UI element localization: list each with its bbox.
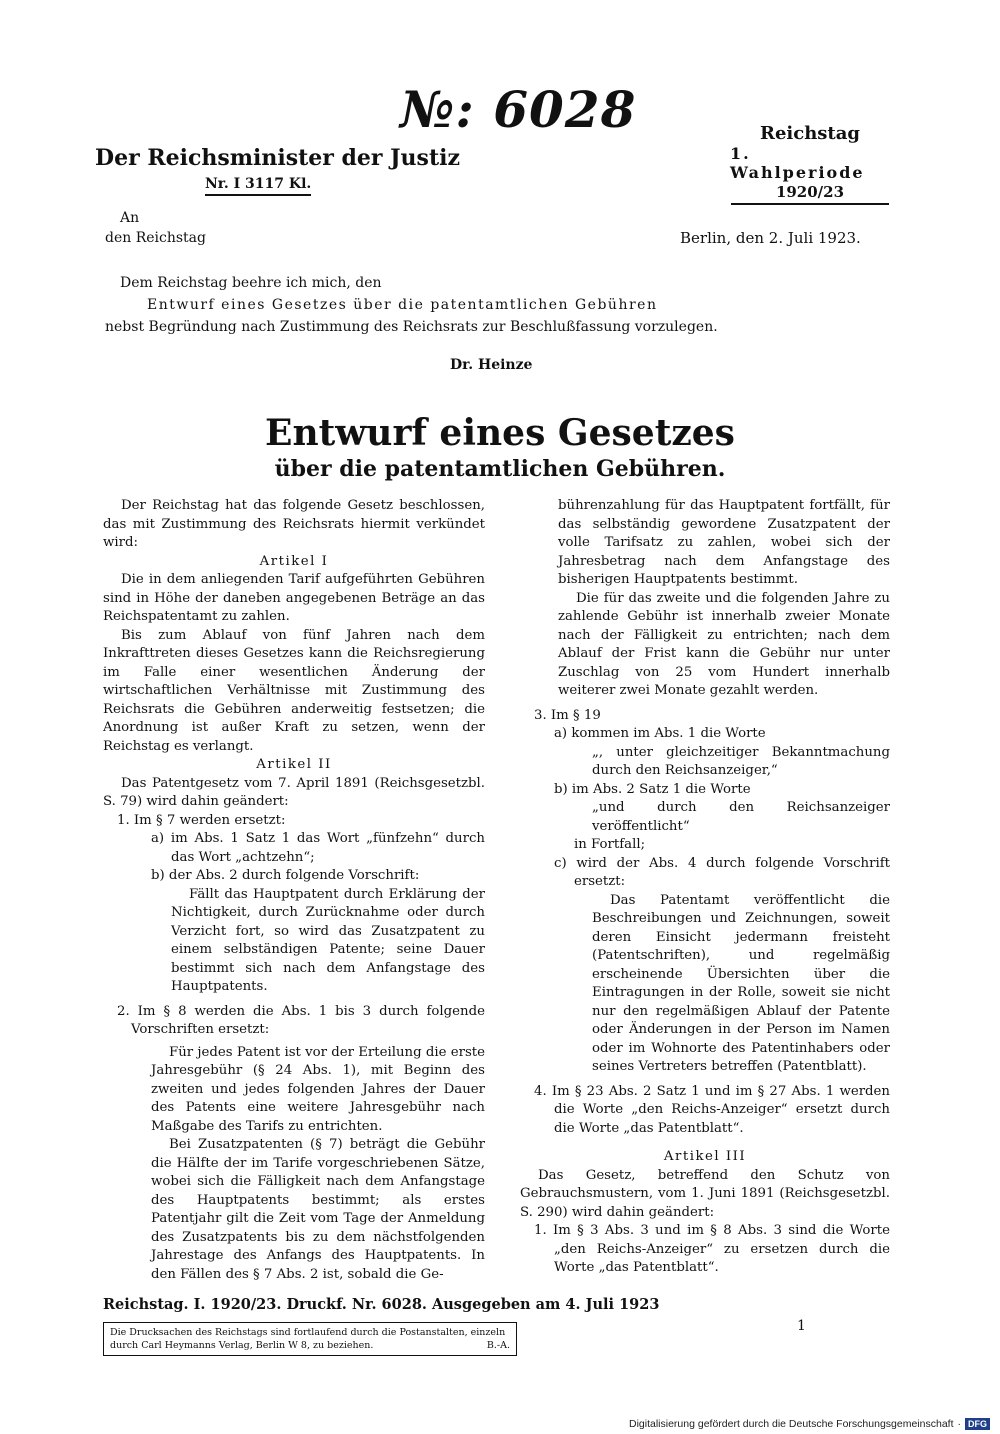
article-3-heading: Artikel III [663,1149,747,1164]
cover-line-1: Dem Reichstag beehre ich mich, den [120,275,382,291]
item-2-paragraph-1: Für jedes Patent ist vor der Erteilung die erste Jahresgebühr (§ 24 Abs. 1), mit Beginn des zweiten und jedes folgenden Jahres der Dauer des Patents eine weitere Jahresgebühr nach Maßgabe des Tarifs zu entrichten. [151,1044,485,1134]
item-1: 1. Im § 7 werden ersetzt: [117,812,286,828]
sender-minister: Der Reichsminister der Justiz [95,145,460,171]
article-3-paragraph-1: Das Gesetz, betreffend den Schutz von Gebrauchsmustern, vom 1. Juni 1891 (Reichsgesetzbl. S. 290) wird dahin geändert: [520,1167,890,1220]
article-2-paragraph-1: Das Patentgesetz vom 7. April 1891 (Reichsgesetzbl. S. 79) wird dahin geändert: [103,775,485,809]
credit-separator: · [957,1418,961,1430]
article-1-paragraph-1: Die in dem anliegenden Tarif aufgeführten Gebühren sind in Höhe der daneben angegebenen Beträge an das Reichspatentamt zu zahlen. [103,572,485,624]
reference-number: Nr. I 3117 Kl. [205,176,311,196]
distribution-notice [103,1322,517,1356]
page-number: 1 [797,1318,806,1334]
left-column [103,497,485,1284]
item-3b-quote: „und durch den Reichsanzeiger veröffentlicht“ [592,800,890,834]
article-1-heading: Artikel I [259,553,329,569]
item-1b: b) der Abs. 2 durch folgende Vorschrift: [151,868,420,883]
cover-line-2: Entwurf eines Gesetzes über die patentamtlichen Gebühren [147,297,658,313]
print-footer: Reichstag. I. 1920/23. Druckf. Nr. 6028. Ausgegeben am 4. Juli 1923 [103,1296,660,1313]
reichstag-label: Reichstag [760,123,860,144]
addressee-line-1: An [120,210,140,226]
item-3c-text: Das Patentamt veröffentlicht die Beschreibungen und Zeichnungen, soweit deren Einsicht jedermann freisteht (Patentschriften), und regelmäßig erscheinende Übersichten über die Eintragungen in der Rolle, soweit sie nicht nur den regelmäßigen Ablauf der Patente oder Änderungen in der Person im Namen oder im Wohnorte des Patentinhabers oder seines Vertreters betreffen (Patentblatt). [592,892,890,1074]
item-3a-quote: „, unter gleichzeitiger Bekanntmachung durch den Reichsanzeiger,“ [592,744,890,778]
item-1b-text: Fällt das Hauptpatent durch Erklärung der Nichtigkeit, durch Zurücknahme oder durch Verzicht fort, so wird das Zusatzpatent zu einem selbständigen Patente; seine Dauer bestimmt sich nach dem Anfangstage des Hauptpatents. [171,886,485,994]
article-2-heading: Artikel II [256,757,332,772]
item-3a: a) kommen im Abs. 1 die Worte [554,726,766,741]
addressee [105,208,206,248]
main-title: Entwurf eines Gesetzes [265,412,735,454]
item-1a: a) im Abs. 1 Satz 1 das Wort „fünfzehn“ durch das Wort „achtzehn“; [151,831,485,865]
preamble: Der Reichstag hat das folgende Gesetz beschlossen, das mit Zustimmung des Reichsrats hiermit verkündet wird: [103,498,485,550]
cover-line-3: nebst Begründung nach Zustimmung des Reichsrats zur Beschlußfassung vorzulegen. [105,319,718,335]
addressee-line-2: den Reichstag [105,230,206,246]
credit-text: Digitalisierung gefördert durch die Deutsche Forschungsgemeinschaft [628,1418,954,1430]
notice-line-1: Die Drucksachen des Reichstags sind fortlaufend durch die Postanstalten, einzeln [110,1327,506,1338]
reichstag-period-block [730,123,890,205]
period-label: 1920/23 [731,183,889,205]
right-column [520,497,890,1278]
signature: Dr. Heinze [450,357,533,373]
item-2-paragraph-2: Bei Zusatzpatenten (§ 7) beträgt die Gebühr die Hälfte der im Tarife vorgeschriebenen Sätze, wobei sich die Fälligkeit nach dem Anfangstage des Hauptpatents bestimmt; als erstes Patentjahr gilt die Zeit vom Tage der Anmeldung des Zusatzpatents bis zu dem nächstfolgenden Jahrestage des Anfangs des Hauptpatents. In den Fällen des § 7 Abs. 2 ist, sobald die Ge- [151,1137,485,1282]
dfg-logo: DFG [965,1418,990,1430]
wahlperiode-label: 1. Wahlperiode [730,144,865,182]
continuation-paragraph: bührenzahlung für das Hauptpatent fortfällt, für das selbständig gewordene Zusatzpatent der volle Tarifsatz zu zahlen, wobei sich der Jahresbetrag nach dem Anfangstage des bisherigen Hauptpatents bestimmt. [558,498,890,587]
item-4: 4. Im § 23 Abs. 2 Satz 1 und im § 27 Abs. 1 werden die Worte „den Reichs-Anzeiger“ ersetzt durch die Worte „das Patentblatt“. [534,1083,890,1136]
article-3-item-1: 1. Im § 3 Abs. 3 und im § 8 Abs. 3 sind die Worte „den Reichs-Anzeiger“ zu ersetzen durch die Worte „das Patentblatt“. [534,1223,890,1275]
article-1-paragraph-2: Bis zum Ablauf von fünf Jahren nach dem Inkrafttreten dieses Gesetzes kann die Reichsregierung im Falle einer wesentlichen Änderung der wirtschaftlichen Verhältnisse mit Zustimmung des Reichsrats die Gebühren anderweitig festsetzen; die Anordnung ist außer Kraft zu setzen, wenn der Reichstag es verlangt. [103,627,485,754]
item-2: 2. Im § 8 werden die Abs. 1 bis 3 durch folgende Vorschriften ersetzt: [117,1003,485,1037]
item-3: 3. Im § 19 [534,707,601,723]
item-3b-end: in Fortfall; [574,837,646,852]
item-3b: b) im Abs. 2 Satz 1 die Worte [554,781,751,797]
notice-signature: B.-A. [486,1340,510,1351]
fee-deadline-paragraph: Die für das zweite und die folgenden Jahre zu zahlende Gebühr ist innerhalb zweier Monate nach der Fälligkeit zu entrichten; nach dem Ablauf der Frist kann die Gebühr nur unter Zuschlag von 25 vom Hundert innerhalb weiterer zwei Monate gezahlt werden. [558,590,890,698]
place-date: Berlin, den 2. Juli 1923. [680,229,861,247]
digitization-credit [629,1418,990,1430]
item-3c: c) wird der Abs. 4 durch folgende Vorschrift ersetzt: [554,855,890,889]
document-number: №: 6028 [400,80,637,139]
sub-title: über die patentamtlichen Gebühren. [274,456,726,482]
notice-line-2: durch Carl Heymanns Verlag, Berlin W 8, zu beziehen. [110,1340,374,1351]
